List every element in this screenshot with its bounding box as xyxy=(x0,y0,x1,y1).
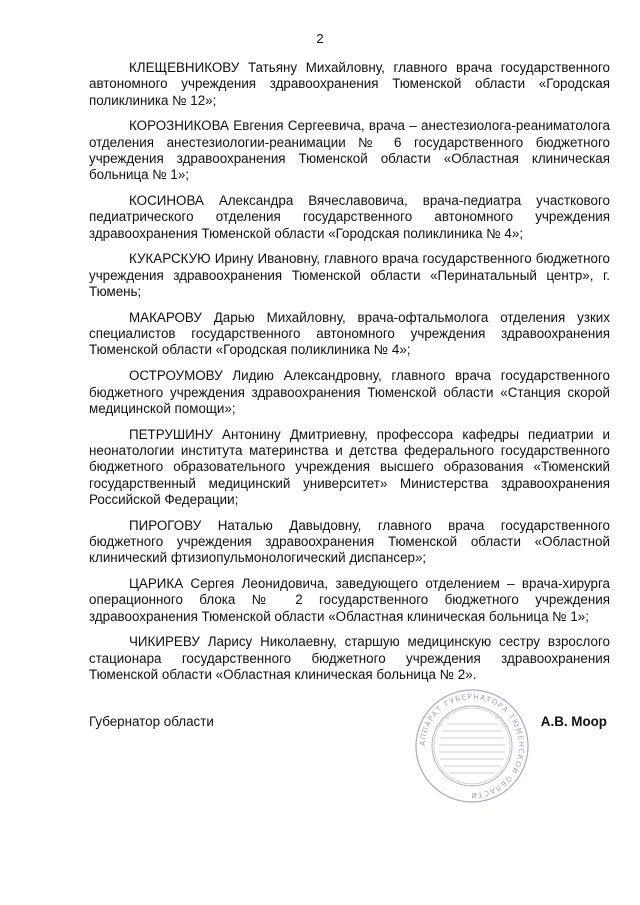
document-body xyxy=(89,60,610,693)
official-seal-stamp xyxy=(414,688,530,804)
paragraph-koroznikov: КОРОЗНИКОВА Евгения Сергеевича, врача – анестезиолога-реаниматолога отделения анестезиологии-реанимации № 6 государственного бюджетного учреждения здравоохранения Тюменской области «Областная клиническая больница № 1»; xyxy=(89,118,610,183)
paragraph-petrushina: ПЕТРУШИНУ Антонину Дмитриевну, профессора кафедры педиатрии и неонатологии института материнства и детства федерального государственного бюджетного образовательного учреждения высшего образования «Тюменский государственный медицинский университет» Министерства здравоохранения Российской Федерации; xyxy=(89,426,610,507)
signatory-name: А.В. Моор xyxy=(540,714,607,729)
paragraph-kleshchevnikova: КЛЕЩЕВНИКОВУ Татьяну Михайловну, главного врача государственного автономного учреждения здравоохранения Тюменской области «Городская поликлиника № 12»; xyxy=(89,60,610,108)
signatory-position: Губернатор области xyxy=(89,714,214,729)
paragraph-kosinov: КОСИНОВА Александра Вячеславовича, врача-педиатра участкового педиатрического отделения государственного автономного учреждения здравоохранения Тюменской области «Городская поликлиника № 4»; xyxy=(89,193,610,241)
paragraph-pirogova: ПИРОГОВУ Наталью Давыдовну, главного врача государственного бюджетного учреждения здравоохранения Тюменской области «Областной клинический фтизиопульмонологический диспансер»; xyxy=(89,517,610,566)
page-number: 2 xyxy=(316,31,324,46)
paragraph-kukarskaya: КУКАРСКУЮ Ирину Ивановну, главного врача государственного бюджетного учреждения здравоохранения Тюменской области «Перинатальный центр», г. Тюмень; xyxy=(89,251,610,300)
paragraph-makarova: МАКАРОВУ Дарью Михайловну, врача-офтальмолога отделения узких специалистов государственного автономного учреждения здравоохранения Тюменской области «Городская поликлиника № 4»; xyxy=(89,309,610,358)
paragraph-chikireva: ЧИКИРЕВУ Ларису Николаевну, старшую медицинскую сестру взрослого стационара государственного бюджетного учреждения здравоохранения Тюменской области «Областная клиническая больница № 2». xyxy=(89,634,610,682)
paragraph-ostroumova: ОСТРОУМОВУ Лидию Александровну, главного врача государственного бюджетного учреждения здравоохранения Тюменской области «Станция скорой медицинской помощи»; xyxy=(89,368,610,416)
seal-outer-text: АППАРАТ ГУБЕРНАТОРА ТЮМЕНСКОЙ ОБЛАСТИ xyxy=(417,691,527,801)
paragraph-tsarik: ЦАРИКА Сергея Леонидовича, заведующего отделением – врача-хирурга операционного блока № 2 государственного бюджетного учреждения здравоохранения Тюменской области «Областная клиническая больница № 1»; xyxy=(89,576,610,624)
